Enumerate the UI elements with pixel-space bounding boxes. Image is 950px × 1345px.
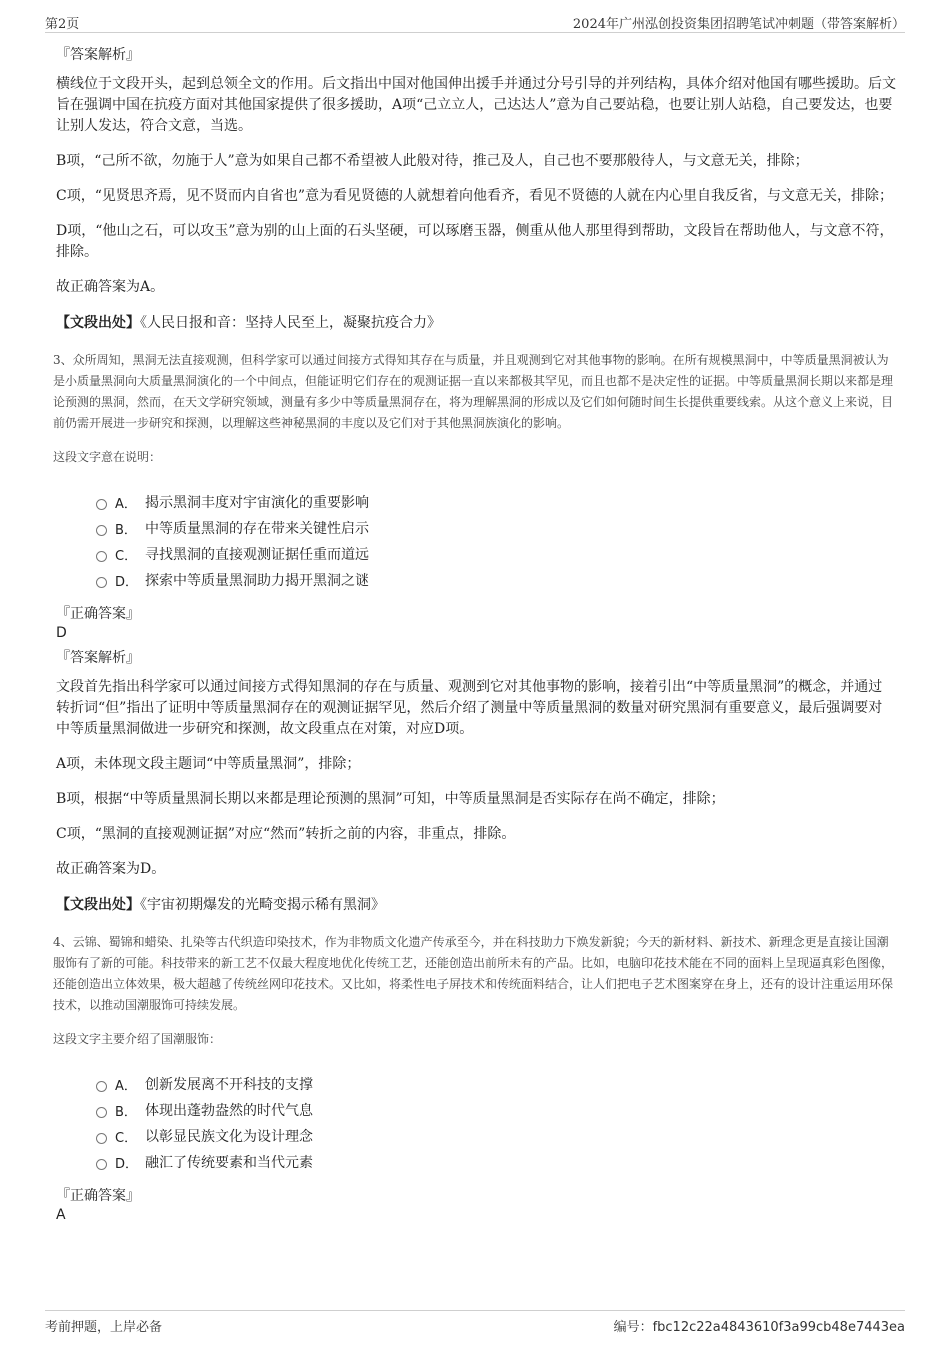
correct-answer-value: D — [56, 625, 67, 641]
option-d[interactable] — [96, 1149, 896, 1175]
document-title: 2024年广州泓创投资集团招聘笔试冲刺题（带答案解析） — [572, 17, 905, 32]
page-number: 第2页 — [45, 17, 80, 32]
radio-button[interactable] — [96, 1159, 107, 1170]
analysis-paragraph: C项，“黑洞的直接观测证据”对应“然而”转折之前的内容，非重点，排除。 — [56, 826, 516, 842]
correct-answer-label: 『正确答案』 — [56, 1188, 140, 1204]
option-text: 创新发展离不开科技的支撑 — [145, 1077, 313, 1093]
option-letter: B． — [115, 1104, 137, 1120]
radio-button[interactable] — [96, 499, 107, 510]
document-id: 编号：fbc12c22a4843610f3a99cb48e7443ea — [613, 1320, 905, 1335]
radio-button[interactable] — [96, 551, 107, 562]
question-4-stem: 4、云锦、蜀锦和蜡染、扎染等古代织造印染技术，作为非物质文化遗产传承至今，并在科技助力下焕发新貌；今天的新材料、新技术、新理念更是直接让国潮服饰有了新的可能。科技带来的新工艺不仅最大程度地优化传统工艺，还能创造出前所未有的产品。比如，电脑印花技术能在不同的面料上呈现逼真彩色图像，还能创造出立体效果，极大超越了传统丝网印花技术。又比如，将柔性电子屏技术和传统面料结合，让人们把电子艺术图案穿在身上，还有的设计注重运用环保技术，以推动国潮服饰可持续发展。 — [53, 935, 894, 1012]
option-letter: D． — [115, 574, 139, 590]
option-text: 寻找黑洞的直接观测证据任重而道远 — [145, 547, 369, 563]
option-text: 中等质量黑洞的存在带来关键性启示 — [145, 521, 369, 537]
option-letter: B． — [115, 522, 137, 538]
correct-answer-label: 『正确答案』 — [56, 606, 140, 622]
page-header — [45, 10, 905, 33]
option-text: 融汇了传统要素和当代元素 — [145, 1155, 313, 1171]
page-footer — [45, 1310, 905, 1335]
question-3-prompt: 这段文字意在说明： — [53, 450, 162, 464]
question-4-options — [96, 1071, 896, 1175]
analysis-label: 『答案解析』 — [56, 47, 140, 63]
option-text: 体现出蓬勃盎然的时代气息 — [145, 1103, 313, 1119]
analysis-paragraph: C项，“见贤思齐焉，见不贤而内自省也”意为看见贤德的人就想着向他看齐，看见不贤德的人就在内心里自我反省，与文意无关，排除； — [56, 188, 894, 204]
document-body — [53, 44, 896, 1229]
option-c[interactable] — [96, 541, 896, 567]
option-letter: D． — [115, 1156, 139, 1172]
option-text: 揭示黑洞丰度对宇宙演化的重要影响 — [145, 495, 369, 511]
analysis-paragraph: B项，“己所不欲，勿施于人”意为如果自己都不希望被人此般对待，推己及人，自己也不要那般待人，与文意无关，排除； — [56, 153, 809, 169]
question-4-prompt: 这段文字主要介绍了国潮服饰： — [53, 1032, 222, 1046]
question-3-stem: 3、众所周知，黑洞无法直接观测，但科学家可以通过间接方式得知其存在与质量，并且观测到它对其他事物的影响。在所有规模黑洞中，中等质量黑洞被认为是小质量黑洞向大质量黑洞演化的一个中间点，但能证明它们存在的观测证据一直以来都极其罕见，而且也都不是决定性的证据。中等质量黑洞长期以来都是理论预测的黑洞，然而，在天文学研究领域，测量有多少中等质量黑洞存在，将为理解黑洞的形成以及它们如何随时间生长提供重要线索。从这个意义上来说，目前仍需开展进一步研究和探测，以理解这些神秘黑洞的丰度以及它们对于其他黑洞族演化的影响。 — [53, 353, 894, 430]
radio-button[interactable] — [96, 1081, 107, 1092]
option-text: 探索中等质量黑洞助力揭开黑洞之谜 — [145, 573, 369, 589]
analysis-paragraph: 文段首先指出科学家可以通过间接方式得知黑洞的存在与质量、观测到它对其他事物的影响，接着引出“中等质量黑洞”的概念，并通过转折词“但”指出了证明中等质量黑洞存在的观测证据罕见，然后介绍了测量中等质量黑洞的数量对研究黑洞有重要意义，最后强调要对中等质量黑洞做进一步研究和探测，故文段重点在对策，对应D项。 — [56, 679, 883, 737]
option-letter: C． — [115, 1130, 138, 1146]
option-letter: A． — [115, 1078, 137, 1094]
option-b[interactable] — [96, 1097, 896, 1123]
source-line — [56, 894, 896, 914]
option-a[interactable] — [96, 1071, 896, 1097]
question-3-options — [96, 489, 896, 593]
source-label: 【文段出处】 — [56, 315, 140, 331]
source-label: 【文段出处】 — [56, 897, 140, 913]
option-text: 以彰显民族文化为设计理念 — [145, 1129, 313, 1145]
footer-slogan: 考前押题，上岸必备 — [45, 1320, 163, 1335]
option-letter: C． — [115, 548, 138, 564]
option-letter: A． — [115, 496, 137, 512]
analysis-paragraph: 横线位于文段开头，起到总领全文的作用。后文指出中国对他国伸出援手并通过分号引导的并列结构，具体介绍对他国有哪些援助。后文旨在强调中国在抗疫方面对其他国家提供了很多援助，A项“己立立人，己达达人”意为自己要站稳，也要让别人站稳，自己要发达，也要让别人发达，符合文意，当选。 — [56, 76, 896, 134]
analysis-conclusion: 故正确答案为A。 — [56, 279, 165, 295]
analysis-paragraph: A项，未体现文段主题词“中等质量黑洞”，排除； — [56, 756, 361, 772]
source-title: 《宇宙初期爆发的光畸变揭示稀有黑洞》 — [140, 897, 385, 913]
source-title: 《人民日报和音：坚持人民至上，凝聚抗疫合力》 — [140, 315, 441, 331]
option-b[interactable] — [96, 515, 896, 541]
source-line — [56, 312, 896, 332]
radio-button[interactable] — [96, 525, 107, 536]
analysis-conclusion: 故正确答案为D。 — [56, 861, 166, 877]
radio-button[interactable] — [96, 577, 107, 588]
radio-button[interactable] — [96, 1133, 107, 1144]
option-d[interactable] — [96, 567, 896, 593]
analysis-label: 『答案解析』 — [56, 650, 140, 666]
option-a[interactable] — [96, 489, 896, 515]
analysis-paragraph: B项，根据“中等质量黑洞长期以来都是理论预测的黑洞”可知，中等质量黑洞是否实际存在尚不确定，排除； — [56, 791, 725, 807]
analysis-paragraph: D项，“他山之石，可以攻玉”意为别的山上面的石头坚硬，可以琢磨玉器，侧重从他人那里得到帮助，文段旨在帮助他人，与文意不符，排除。 — [56, 223, 894, 260]
correct-answer-value: A — [56, 1207, 66, 1223]
radio-button[interactable] — [96, 1107, 107, 1118]
option-c[interactable] — [96, 1123, 896, 1149]
